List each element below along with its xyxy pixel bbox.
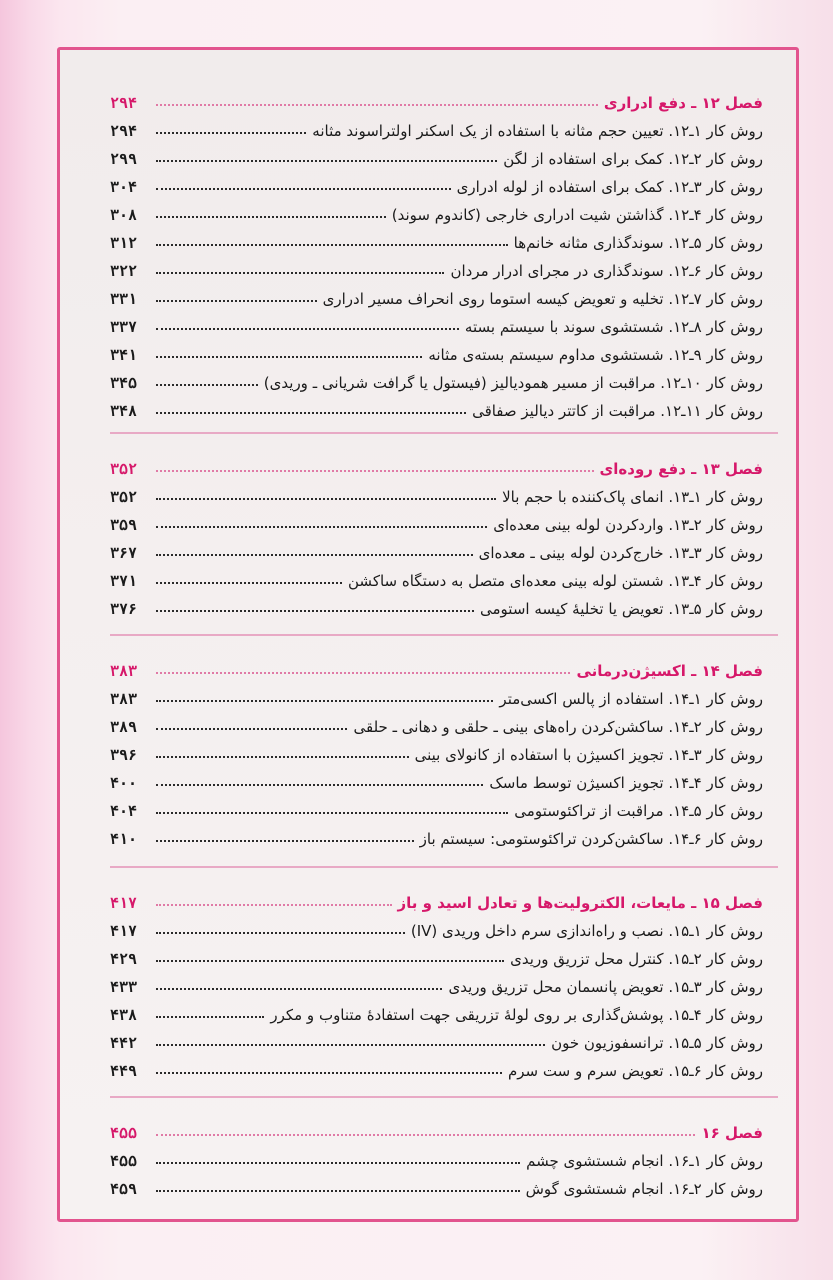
- entry-title: روش کار ۴ـ۱۳. شستن لوله بینی معده‌ای متصل به دستگاه ساکشن: [348, 572, 763, 590]
- chapter-title: فصل ۱۵ ـ مایعات، الکترولیت‌ها و تعادل اسید و باز: [397, 894, 763, 912]
- dot-leader: [156, 215, 386, 218]
- entry-title: روش کار ۴ـ۱۲. گذاشتن شیت ادراری خارجی (کاندوم سوند): [391, 206, 763, 224]
- chapter-title: فصل ۱۳ ـ دفع روده‌ای: [599, 460, 763, 478]
- toc-entry[interactable]: [110, 1142, 763, 1170]
- entry-page: ۲۹۹: [110, 150, 138, 168]
- entry-title: روش کار ۲ـ۱۲. کمک برای استفاده از لگن: [503, 150, 763, 168]
- entry-title: روش کار ۳ـ۱۳. خارج‌کردن لوله بینی ـ معده‌ای: [478, 544, 763, 562]
- entry-page: ۴۴۹: [110, 1062, 138, 1080]
- section-divider: [110, 432, 778, 434]
- chapter-14-heading[interactable]: [110, 652, 763, 680]
- toc-entry[interactable]: [110, 252, 763, 280]
- toc-entry[interactable]: [110, 708, 763, 736]
- chapter-title: فصل ۱۴ ـ اکسیژن‌درمانی: [576, 662, 763, 680]
- chapter-page: ۲۹۴: [110, 94, 138, 112]
- entry-page: ۳۴۵: [110, 374, 138, 392]
- entry-title: روش کار ۱۰ـ۱۲. مراقبت از مسیر همودیالیز (فیستول یا گرافت شریانی ـ وریدی): [263, 374, 763, 392]
- dot-leader: [156, 497, 496, 500]
- entry-page: ۴۳۸: [110, 1006, 138, 1024]
- entry-page: ۳۳۷: [110, 318, 138, 336]
- toc-entry[interactable]: [110, 534, 763, 562]
- dot-leader: [156, 755, 409, 758]
- toc-entry[interactable]: [110, 112, 763, 140]
- entry-page: ۴۴۲: [110, 1034, 138, 1052]
- dot-leader: [156, 903, 392, 906]
- entry-title: روش کار ۴ـ۱۴. تجویز اکسیژن توسط ماسک: [489, 774, 763, 792]
- toc-entry[interactable]: [110, 308, 763, 336]
- chapter-15-heading[interactable]: [110, 884, 763, 912]
- dot-leader: [156, 299, 317, 302]
- dot-leader: [156, 1161, 520, 1164]
- toc-entry[interactable]: [110, 562, 763, 590]
- toc-entry[interactable]: [110, 336, 763, 364]
- entry-title: روش کار ۱ـ۱۴. استفاده از پالس اکسی‌متر: [499, 690, 763, 708]
- entry-title: روش کار ۱ـ۱۵. نصب و راه‌اندازی سرم داخل وریدی (IV): [410, 922, 763, 940]
- entry-page: ۳۴۱: [110, 346, 138, 364]
- dot-leader: [156, 959, 504, 962]
- toc-entry[interactable]: [110, 590, 763, 618]
- chapter-title: فصل ۱۶: [701, 1124, 763, 1142]
- entry-page: ۴۵۹: [110, 1180, 138, 1198]
- toc-entry[interactable]: [110, 364, 763, 392]
- entry-title: روش کار ۸ـ۱۲. شستشوی سوند با سیستم بسته: [464, 318, 763, 336]
- entry-page: ۴۱۰: [110, 830, 138, 848]
- dot-leader: [156, 671, 570, 674]
- entry-title: روش کار ۵ـ۱۲. سوندگذاری مثانه خانم‌ها: [513, 234, 763, 252]
- dot-leader: [156, 581, 342, 584]
- dot-leader: [156, 699, 493, 702]
- entry-page: ۴۰۰: [110, 774, 138, 792]
- entry-title: روش کار ۵ـ۱۳. تعویض یا تخلیهٔ کیسه استومی: [480, 600, 763, 618]
- dot-leader: [156, 987, 442, 990]
- entry-title: روش کار ۱ـ۱۶. انجام شستشوی چشم: [526, 1152, 763, 1170]
- entry-title: روش کار ۳ـ۱۲. کمک برای استفاده از لوله ادراری: [456, 178, 763, 196]
- entry-title: روش کار ۶ـ۱۴. ساکشن‌کردن تراکئوستومی: سیستم باز: [419, 830, 763, 848]
- toc-entry[interactable]: [110, 1052, 763, 1080]
- toc-entry[interactable]: [110, 224, 763, 252]
- entry-title: روش کار ۱ـ۱۳. انمای پاک‌کننده با حجم بالا: [502, 488, 763, 506]
- toc-entry[interactable]: [110, 996, 763, 1024]
- toc-entry[interactable]: [110, 820, 763, 848]
- entry-page: ۳۰۸: [110, 206, 138, 224]
- entry-page: ۳۹۶: [110, 746, 138, 764]
- section-divider: [110, 1096, 778, 1098]
- chapter-page: ۴۵۵: [110, 1124, 138, 1142]
- entry-title: روش کار ۱ـ۱۲. تعیین حجم مثانه با استفاده از یک اسکنر اولتراسوند مثانه: [312, 122, 763, 140]
- entry-page: ۴۲۹: [110, 950, 138, 968]
- entry-title: روش کار ۹ـ۱۲. شستشوی مداوم سیستم بسته‌ی مثانه: [428, 346, 763, 364]
- chapter-13-heading[interactable]: [110, 450, 763, 478]
- entry-page: ۳۳۱: [110, 290, 138, 308]
- dot-leader: [156, 931, 405, 934]
- entry-title: روش کار ۲ـ۱۴. ساکشن‌کردن راه‌های بینی ـ حلقی و دهانی ـ حلقی: [353, 718, 763, 736]
- entry-title: روش کار ۶ـ۱۲. سوندگذاری در مجرای ادرار مردان: [450, 262, 763, 280]
- toc-entry[interactable]: [110, 912, 763, 940]
- chapter-12-heading[interactable]: [110, 84, 763, 112]
- entry-page: ۴۱۷: [110, 922, 138, 940]
- dot-leader: [156, 839, 414, 842]
- section-divider: [110, 634, 778, 636]
- chapter-title: فصل ۱۲ ـ دفع ادراری: [603, 94, 763, 112]
- entry-title: روش کار ۷ـ۱۲. تخلیه و تعویض کیسه استوما روی انحراف مسیر ادراری: [322, 290, 763, 308]
- dot-leader: [156, 783, 483, 786]
- toc-entry[interactable]: [110, 1024, 763, 1052]
- toc-entry[interactable]: [110, 736, 763, 764]
- entry-page: ۳۷۶: [110, 600, 138, 618]
- toc-entry[interactable]: [110, 478, 763, 506]
- toc-entry[interactable]: [110, 968, 763, 996]
- dot-leader: [156, 355, 422, 358]
- entry-title: روش کار ۳ـ۱۵. تعویض پانسمان محل تزریق وریدی: [448, 978, 763, 996]
- toc-entry[interactable]: [110, 140, 763, 168]
- dot-leader: [156, 1043, 545, 1046]
- dot-leader: [156, 383, 258, 386]
- dot-leader: [156, 243, 508, 246]
- dot-leader: [156, 103, 598, 106]
- dot-leader: [156, 327, 459, 330]
- entry-title: روش کار ۲ـ۱۵. کنترل محل تزریق وریدی: [510, 950, 763, 968]
- dot-leader: [156, 553, 473, 556]
- entry-title: روش کار ۵ـ۱۴. مراقبت از تراکئوستومی: [514, 802, 763, 820]
- toc-entry[interactable]: [110, 1170, 763, 1198]
- entry-page: ۳۵۲: [110, 488, 138, 506]
- toc-entry[interactable]: [110, 168, 763, 196]
- dot-leader: [156, 1189, 520, 1192]
- entry-title: روش کار ۴ـ۱۵. پوشش‌گذاری بر روی لولهٔ تزریقی جهت استفادهٔ متناوب و مکرر: [270, 1006, 763, 1024]
- entry-page: ۳۶۷: [110, 544, 138, 562]
- toc-entry[interactable]: [110, 280, 763, 308]
- toc-entry[interactable]: [110, 392, 763, 420]
- section-divider: [110, 866, 778, 868]
- entry-page: ۳۷۱: [110, 572, 138, 590]
- dot-leader: [156, 1015, 264, 1018]
- entry-page: ۳۸۳: [110, 690, 138, 708]
- dot-leader: [156, 609, 474, 612]
- chapter-page: ۴۱۷: [110, 894, 138, 912]
- entry-page: ۳۸۹: [110, 718, 138, 736]
- entry-title: روش کار ۱۱ـ۱۲. مراقبت از کاتتر دیالیز صفاقی: [472, 402, 763, 420]
- entry-page: ۳۵۹: [110, 516, 138, 534]
- chapter-page: ۳۵۲: [110, 460, 138, 478]
- toc-entry[interactable]: [110, 680, 763, 708]
- entry-title: روش کار ۲ـ۱۳. واردکردن لوله بینی معده‌ای: [493, 516, 763, 534]
- dot-leader: [156, 1071, 502, 1074]
- dot-leader: [156, 811, 508, 814]
- toc-entry[interactable]: [110, 196, 763, 224]
- toc-frame: [57, 47, 799, 1222]
- chapter-page: ۳۸۳: [110, 662, 138, 680]
- dot-leader: [156, 271, 444, 274]
- dot-leader: [156, 187, 451, 190]
- dot-leader: [156, 469, 594, 472]
- entry-title: روش کار ۵ـ۱۵. ترانسفوزیون خون: [551, 1034, 763, 1052]
- toc-entry[interactable]: [110, 506, 763, 534]
- entry-page: ۳۰۴: [110, 178, 138, 196]
- entry-page: ۴۰۴: [110, 802, 138, 820]
- dot-leader: [156, 1133, 695, 1136]
- entry-page: ۳۴۸: [110, 402, 138, 420]
- toc-entry[interactable]: [110, 940, 763, 968]
- entry-page: ۴۵۵: [110, 1152, 138, 1170]
- dot-leader: [156, 159, 497, 162]
- dot-leader: [156, 131, 306, 134]
- entry-page: ۴۳۳: [110, 978, 138, 996]
- toc-entry[interactable]: [110, 792, 763, 820]
- dot-leader: [156, 525, 487, 528]
- entry-title: روش کار ۶ـ۱۵. تعویض سرم و ست سرم: [507, 1062, 763, 1080]
- entry-title: روش کار ۲ـ۱۶. انجام شستشوی گوش: [525, 1180, 763, 1198]
- entry-page: ۲۹۴: [110, 122, 138, 140]
- entry-title: روش کار ۳ـ۱۴. تجویز اکسیژن با استفاده از کانولای بینی: [414, 746, 763, 764]
- entry-page: ۳۲۲: [110, 262, 138, 280]
- toc-entry[interactable]: [110, 764, 763, 792]
- dot-leader: [156, 727, 347, 730]
- chapter-16-heading[interactable]: [110, 1114, 763, 1142]
- entry-page: ۳۱۲: [110, 234, 138, 252]
- dot-leader: [156, 411, 466, 414]
